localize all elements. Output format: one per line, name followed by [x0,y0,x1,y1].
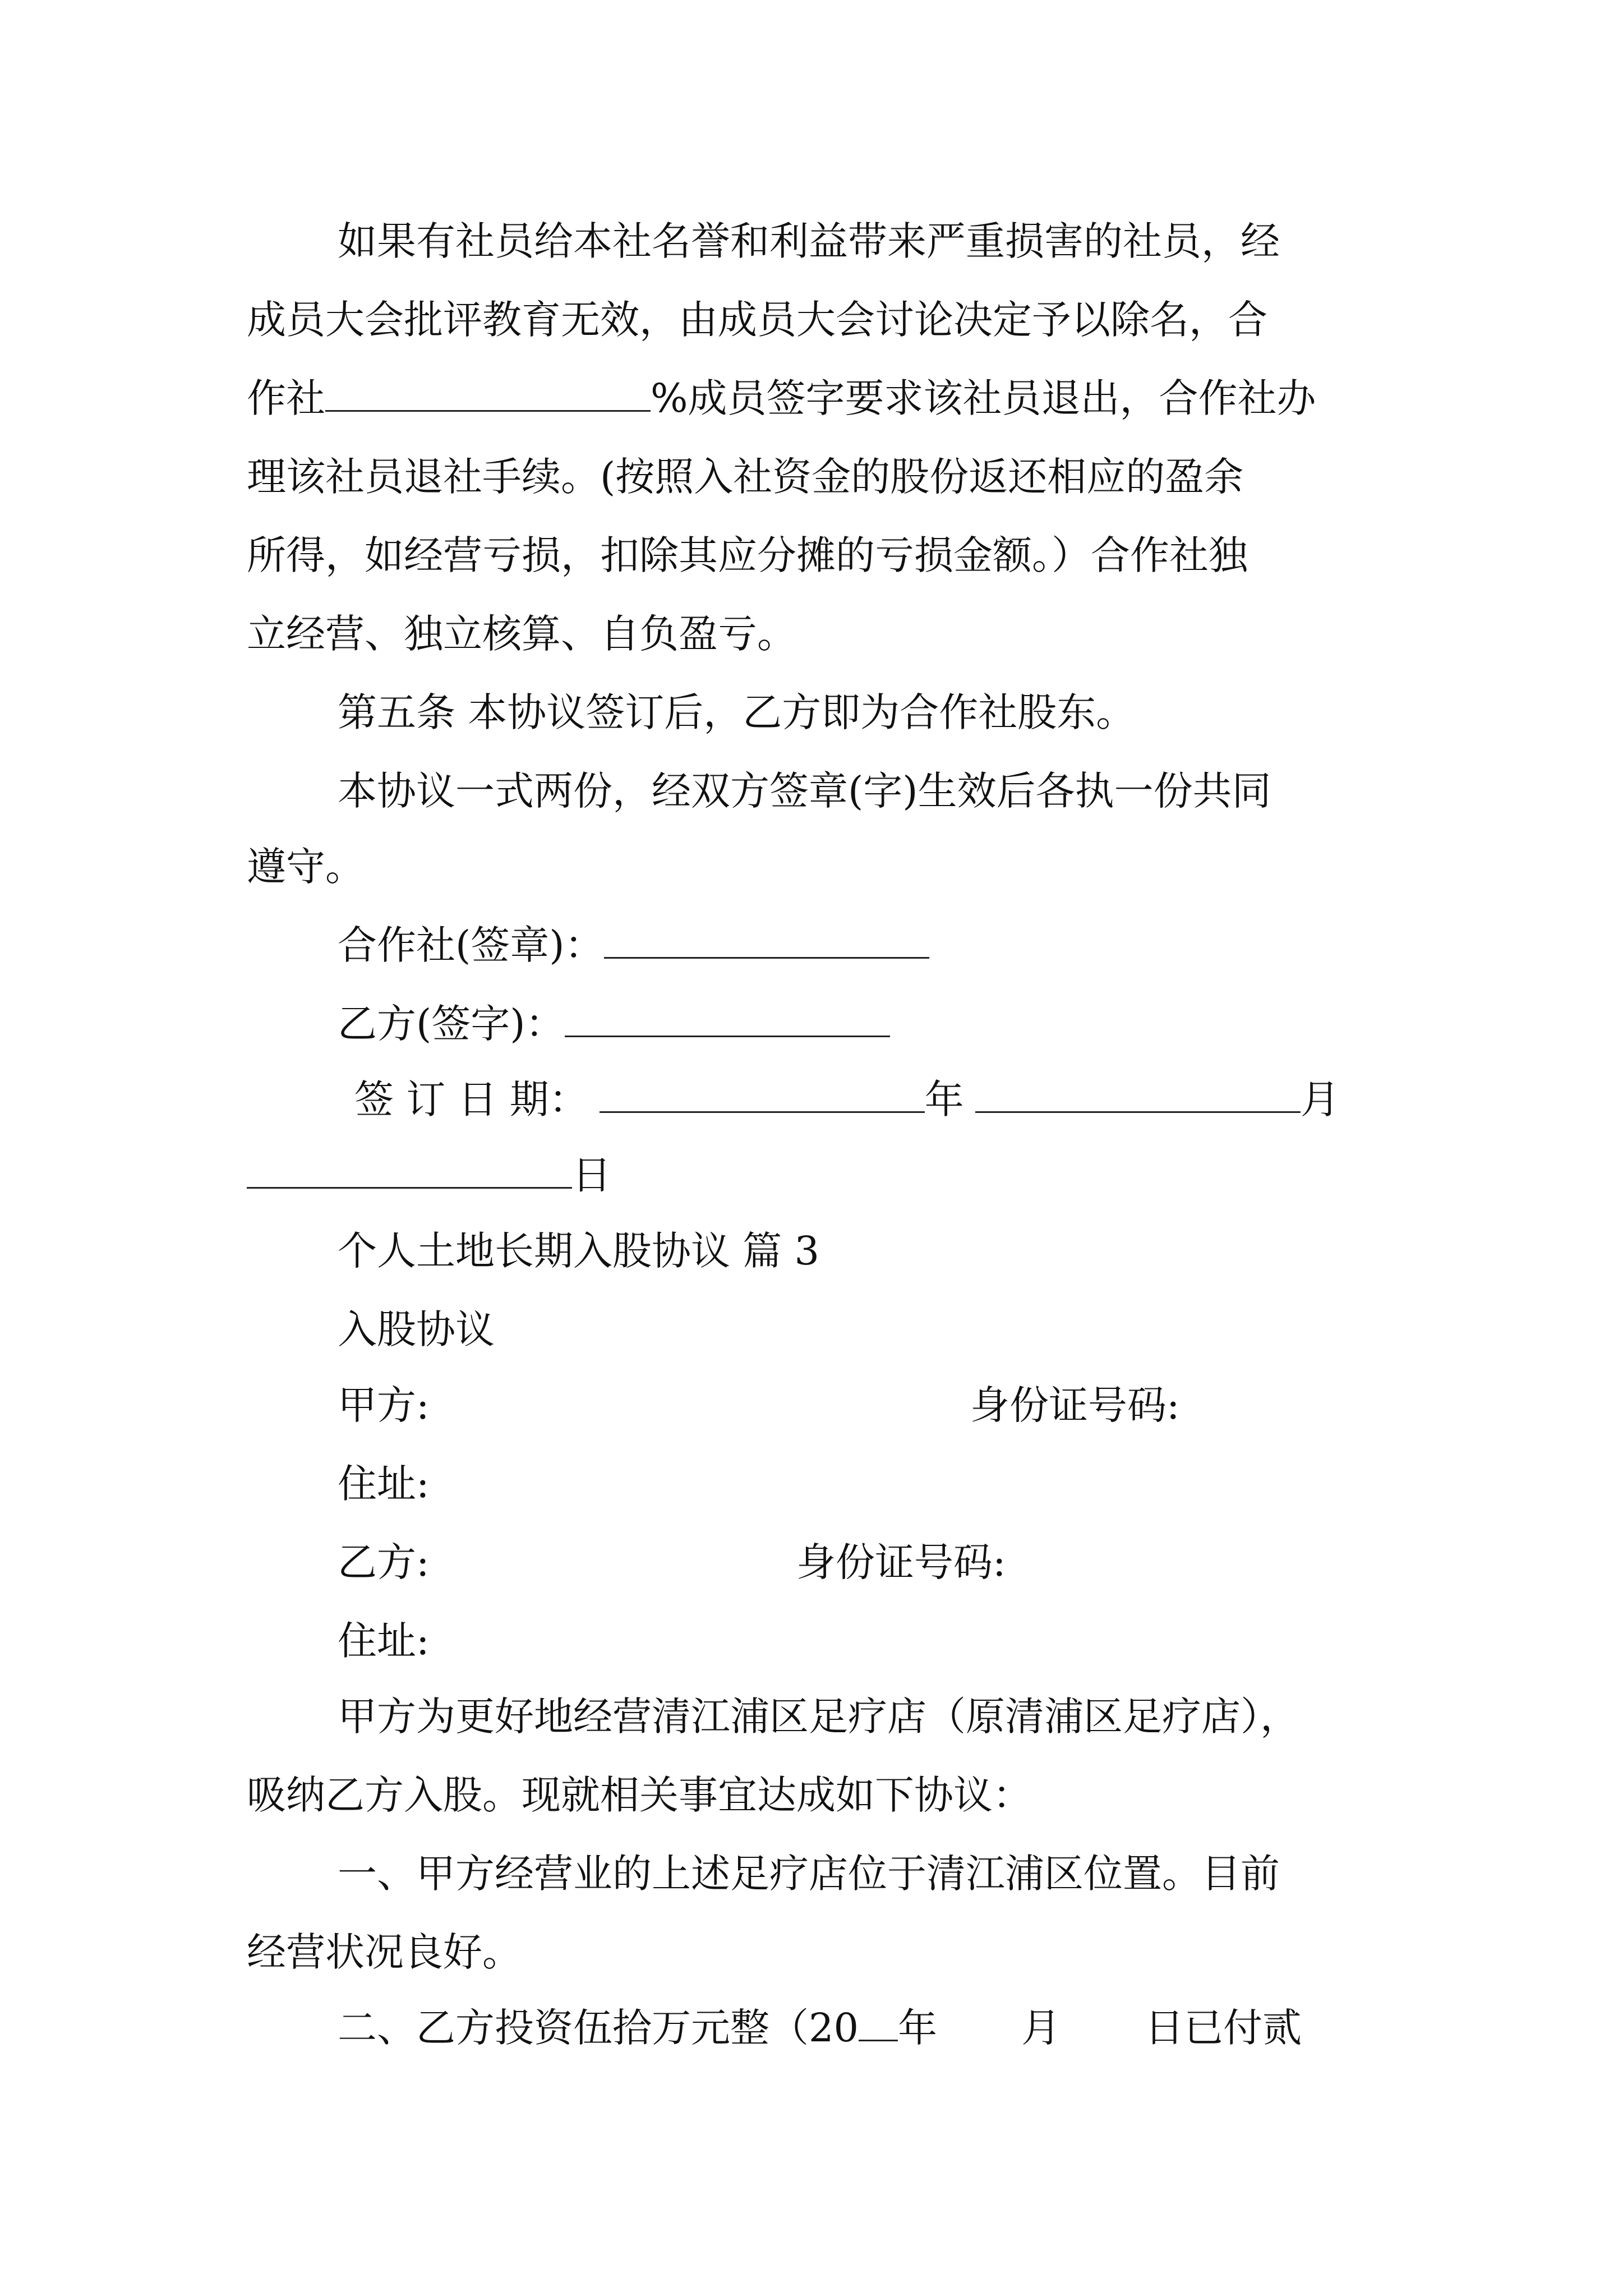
cooperative-seal-blank [604,920,929,959]
cooperative-seal-line [338,920,1623,970]
clause-two-line-1 [338,2003,1623,2053]
cooperative-seal-label: 合作社(签章)： [338,922,604,968]
signing-date-label: 签 订 日 期： [354,1076,588,1122]
section-heading: 个人土地长期入股协议 篇 3 [338,1228,820,1274]
month-label: 月 [1300,1076,1340,1122]
month-blank [975,1074,1301,1113]
day-label: 日 [572,1152,611,1198]
cooperative-text: 作社 [247,375,325,421]
signing-date-line [354,1074,1623,1125]
copies-line-2: 遵守。 [247,844,365,890]
copies-line-1: 本协议一式两份，经双方签章(字)生效后各执一份共同 [338,768,1271,814]
paragraph-expulsion-line-1: 如果有社员给本社名誉和利益带来严重损害的社员，经 [338,218,1280,264]
party-b-address-label: 住址: [338,1618,430,1664]
clause-two-month: 月 [1021,2005,1061,2051]
member-signature-text: %成员签字要求该社员退出，合作社办 [651,375,1316,421]
agreement-title: 入股协议 [338,1306,495,1352]
paragraph-expulsion-line-6: 立经营、独立核算、自负盈亏。 [247,611,796,657]
clause-two-day: 日已付贰 [1145,2005,1302,2051]
party-a-label: 甲方: [338,1382,430,1428]
clause-one-line-2: 经营状况良好。 [247,1929,522,1975]
year-blank [600,1074,925,1113]
year-short-blank [859,2003,898,2041]
day-blank [247,1150,572,1189]
party-b-signature-blank [565,999,890,1037]
party-b-signature-label: 乙方(签字)： [338,1001,565,1047]
clause-two-year: 年 [898,2005,938,2051]
party-a-address-label: 住址: [338,1461,430,1507]
year-label: 年 [924,1076,964,1122]
signing-day-line [247,1150,1623,1200]
intro-line-1: 甲方为更好地经营清江浦区足疗店（原清浦区足疗店）， [338,1694,1299,1740]
intro-line-2: 吸纳乙方入股。现就相关事宜达成如下协议： [247,1772,1032,1818]
party-b-signature-line [338,999,1623,1049]
party-b-label: 乙方: [338,1539,430,1585]
clause-one-line-1: 一、甲方经营业的上述足疗店位于清江浦区位置。目前 [338,1851,1280,1897]
paragraph-expulsion-line-3 [247,373,1623,424]
party-b-id-label: 身份证号码: [796,1539,1006,1585]
percentage-blank [325,373,651,412]
paragraph-expulsion-line-4: 理该社员退社手续。(按照入社资金的股份返还相应的盈余 [247,454,1244,500]
clause-two-text: 二、乙方投资伍拾万元整（20 [338,2005,859,2051]
party-a-id-label: 身份证号码: [970,1382,1180,1428]
paragraph-expulsion-line-5: 所得，如经营亏损，扣除其应分摊的亏损金额。）合作社独 [247,532,1248,578]
article-five: 第五条 本协议签订后，乙方即为合作社股东。 [338,689,1136,735]
paragraph-expulsion-line-2: 成员大会批评教育无效，由成员大会讨论决定予以除名，合 [247,297,1267,343]
